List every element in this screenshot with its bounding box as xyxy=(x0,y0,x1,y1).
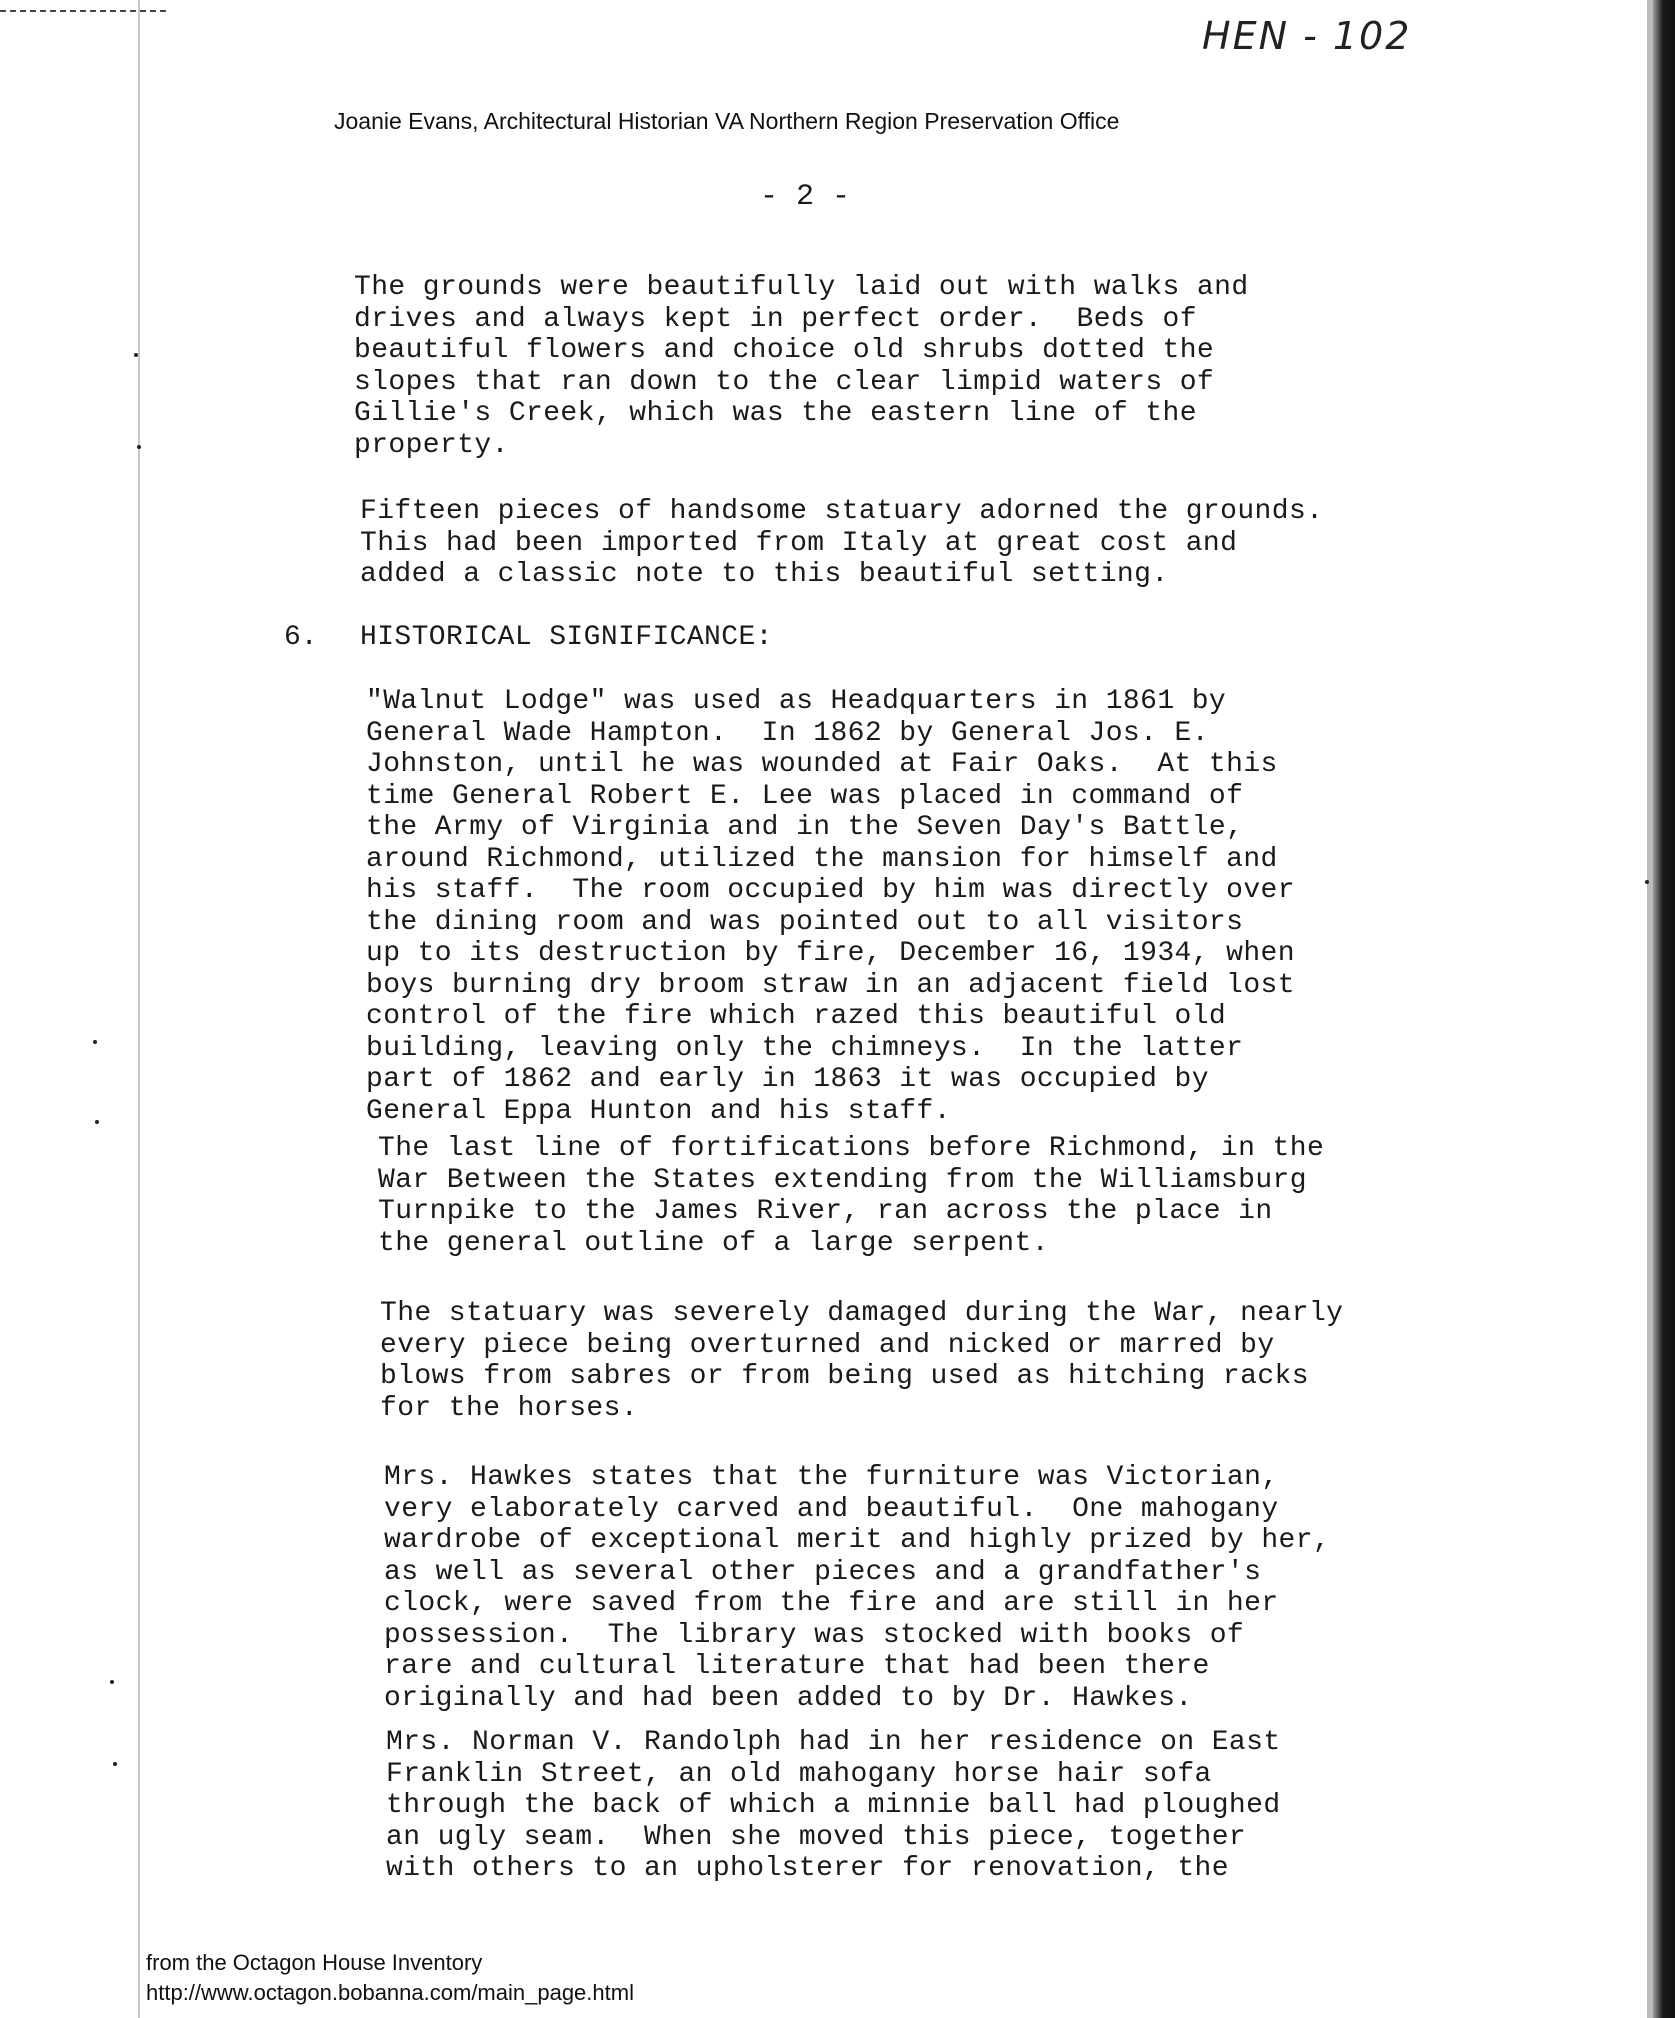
paragraph-grounds: The grounds were beautifully laid out with walks and drives and always kept in perfect order. Beds of beautiful flowers and choice old shrubs dotted the slopes that ran down to the clear limpid waters of Gillie's Creek, which was the eastern line of the property. xyxy=(354,272,1249,461)
section-title: HISTORICAL SIGNIFICANCE: xyxy=(360,622,773,653)
footer-line: from the Octagon House Inventory xyxy=(146,1950,483,1975)
scan-speck xyxy=(95,1120,99,1124)
paragraph-randolph: Mrs. Norman V. Randolph had in her residence on East Franklin Street, an old mahogany horse hair sofa through the back of which a minnie ball had ploughed an ugly seam. When she moved this piece, together with others to an upholsterer for renovation, the xyxy=(386,1727,1281,1884)
scan-artifact-left-rule xyxy=(138,0,140,2018)
scan-speck xyxy=(1645,880,1649,884)
section-number: 6. xyxy=(284,622,318,653)
paragraph-furniture: Mrs. Hawkes states that the furniture was Victorian, very elaborately carved and beautiful. One mahogany wardrobe of exceptional merit and highly prized by her, as well as several other pieces and a grandfather's clock, were saved from the fire and are still in her possession. The library was stocked with books of rare and cultural literature that had been there originally and had been added to by Dr. Hawkes. xyxy=(384,1462,1331,1714)
scan-speck xyxy=(110,1680,114,1684)
scan-speck xyxy=(134,353,138,357)
scan-artifact-right-edge xyxy=(1653,0,1675,2018)
scan-artifact-dashes xyxy=(0,10,170,12)
page-number: - 2 - xyxy=(760,180,851,214)
footer-source xyxy=(146,1948,634,2008)
header-note: Joanie Evans, Architectural Historian VA Northern Region Preservation Office xyxy=(334,108,1120,134)
paragraph-statuary: Fifteen pieces of handsome statuary adorned the grounds. This had been imported from Italy at great cost and added a classic note to this beautiful setting. xyxy=(360,496,1324,590)
scan-speck xyxy=(137,445,141,449)
scan-speck xyxy=(113,1762,117,1766)
paragraph-walnut-lodge: "Walnut Lodge" was used as Headquarters in 1861 by General Wade Hampton. In 1862 by General Jos. E. Johnston, until he was wounded at Fair Oaks. At this time General Robert E. Lee was placed in command of the Army of Virginia and in the Seven Day's Battle, around Richmond, utilized the mansion for himself and his staff. The room occupied by him was directly over the dining room and was pointed out to all visitors up to its destruction by fire, December 16, 1934, when boys burning dry broom straw in an adjacent field lost control of the fire which razed this beautiful old building, leaving only the chimneys. In the latter part of 1862 and early in 1863 it was occupied by General Eppa Hunton and his staff. xyxy=(366,686,1295,1127)
paragraph-fortifications: The last line of fortifications before Richmond, in the War Between the States extending from the Williamsburg Turnpike to the James River, ran across the place in the general outline of a large serpent. xyxy=(378,1133,1325,1259)
paragraph-war-damage: The statuary was severely damaged during the War, nearly every piece being overturned and nicked or marred by blows from sabres or from being used as hitching racks for the horses. xyxy=(380,1298,1344,1424)
scan-speck xyxy=(93,1040,97,1044)
scan-artifact-right-shadow xyxy=(1647,0,1653,2018)
accession-mark: HEN - 102 xyxy=(1202,14,1412,58)
footer-url: http://www.octagon.bobanna.com/main_page.html xyxy=(146,1980,634,2005)
